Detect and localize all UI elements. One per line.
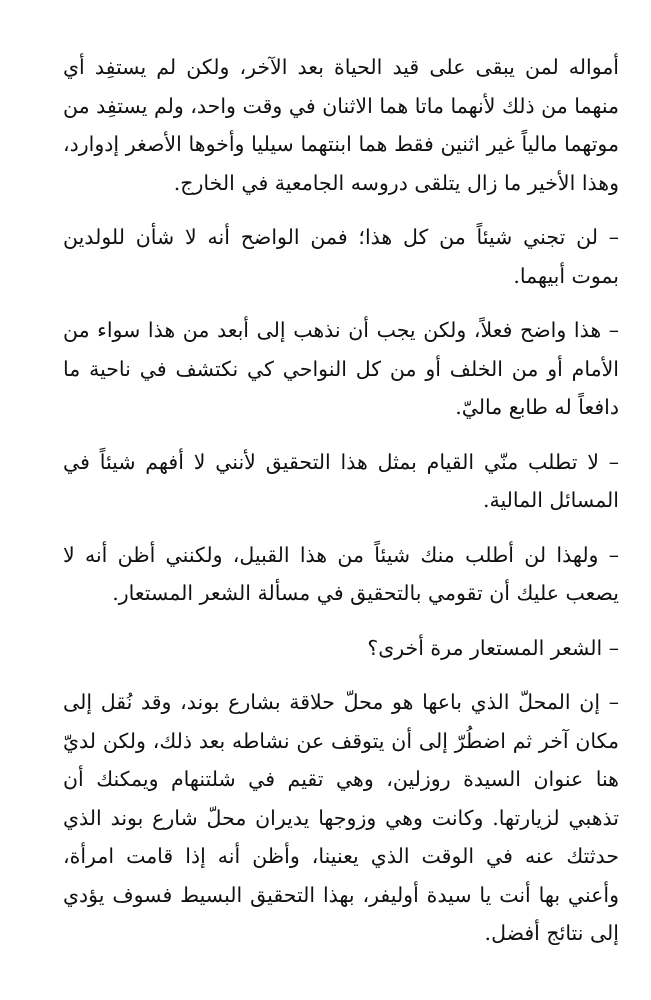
paragraph-6: – الشعر المستعار مرة أخرى؟ bbox=[367, 635, 619, 660]
paragraph-5: – ولهذا لن أطلب منك شيئاً من هذا القبيل، ولكنني أظن أنه لا يصعب عليك أن تقومي بالتحقيق في مسألة الشعر المستعار. bbox=[63, 542, 619, 605]
paragraph-2: – لن تجني شيئاً من كل هذا؛ فمن الواضح أنه لا شأن للولدين بموت أبيهما. bbox=[63, 225, 619, 288]
paragraph-7: – إن المحلّ الذي باعها هو محلّ حلاقة بشارع بوند، وقد نُقل إلى مكان آخر ثم اضطُرّ إلى أن يتوقف عن نشاطه بعد ذلك، ولكن لديّ هنا عنوان السيدة روزلين، وهي تقيم في شلتنهام ويمكنك أن تذهبي لزيارتها. وكانت وهي وزوجها يديران محلّ شارع بوند الذي حدثتك عنه في الوقت الذي يعنينا، وأظن أنه إذا قامت امرأة، وأعني بها أنت يا سيدة أوليفر، بهذا التحقيق البسيط فسوف يؤدي إلى نتائج أفضل. bbox=[63, 690, 619, 945]
book-page bbox=[63, 48, 619, 953]
paragraph-4: – لا تطلب منّي القيام بمثل هذا التحقيق لأنني لا أفهم شيئاً في المسائل المالية. bbox=[63, 449, 619, 512]
paragraph-3: – هذا واضح فعلاً، ولكن يجب أن نذهب إلى أبعد من هذا سواء من الأمام أو من الخلف أو من كل النواحي كي نكتشف في ناحية ما دافعاً له طابع ماليّ. bbox=[63, 318, 619, 419]
paragraph-1: أمواله لمن يبقى على قيد الحياة بعد الآخر، ولكن لم يستفِد أي منهما من ذلك لأنهما ماتا هما الاثنان في وقت واحد، ولم يستفِد من موتهما مالياً غير اثنين فقط هما ابنتهما سيليا وأخوها الأصغر إدوارد، وهذا الأخير ما زال يتلقى دروسه الجامعية في الخارج. bbox=[63, 55, 619, 195]
